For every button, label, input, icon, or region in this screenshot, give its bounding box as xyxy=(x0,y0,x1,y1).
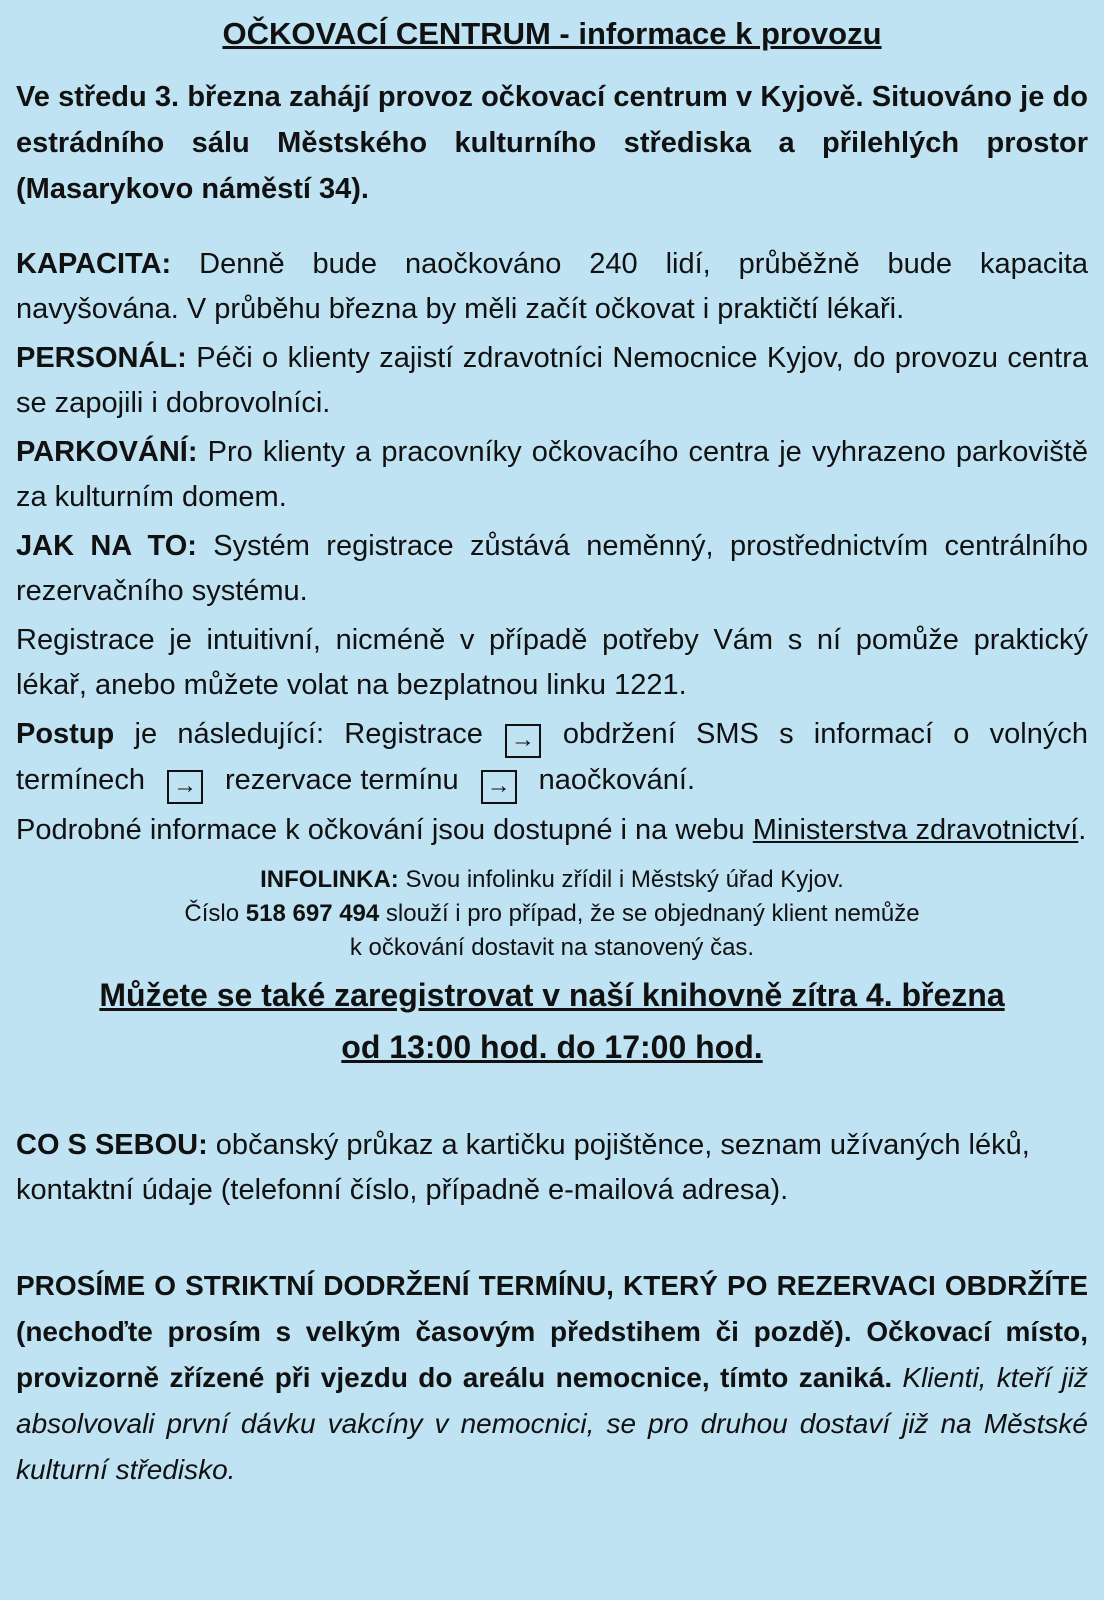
kapacita-label: KAPACITA: xyxy=(16,248,172,280)
library-line-2: od 13:00 hod. do 17:00 hod. xyxy=(341,1029,763,1065)
arrow-icon: → xyxy=(481,770,517,804)
infolinka-text-1: Svou infolinku zřídil i Městský úřad Kyjov. xyxy=(398,866,844,893)
infolinka-phone-number: 518 697 494 xyxy=(245,900,380,927)
infolinka-text-2a: Číslo xyxy=(184,900,246,927)
library-line-1: Můžete se také zaregistrovat v naší knihovně zítra 4. března xyxy=(99,977,1005,1013)
personal-text: Péči o klienty zajistí zdravotníci Nemocnice Kyjov, do provozu centra se zapojili i dobrovolníci. xyxy=(16,342,1088,419)
arrow-icon: → xyxy=(505,724,541,758)
postup-label: Postup xyxy=(16,718,115,750)
parkovani-label: PARKOVÁNÍ: xyxy=(16,436,198,468)
jak-na-to-label: JAK NA TO: xyxy=(16,530,197,562)
infolinka-block xyxy=(16,863,1088,965)
postup-step-rezervace: rezervace termínu xyxy=(224,764,459,796)
infolinka-text-2b: slouží i pro případ, že se objednaný klient nemůže xyxy=(379,900,920,927)
parkovani-paragraph xyxy=(16,430,1088,520)
arrow-icon: → xyxy=(167,770,203,804)
personal-label: PERSONÁL: xyxy=(16,342,187,374)
infolinka-label: INFOLINKA: xyxy=(260,866,399,893)
postup-step-naockovani: naočkování. xyxy=(538,764,696,796)
kapacita-text: Denně bude naočkováno 240 lidí, průběžně bude kapacita navyšována. V průběhu března by měli začít očkovat i praktičtí lékaři. xyxy=(16,248,1088,325)
final-notice xyxy=(16,1263,1088,1493)
final-italic-text: Klienti, kteří již absolvovali první dávku vakcíny v nemocnici, se pro druhou dostaví již na Městské kulturní středisko. xyxy=(16,1362,1088,1485)
web-paragraph xyxy=(16,808,1088,853)
infolinka-line-1 xyxy=(16,863,1088,897)
postup-step-sms: obdržení SMS s informací o volných termínech xyxy=(16,718,1088,796)
parkovani-text: Pro klienty a pracovníky očkovacího centra je vyhrazeno parkoviště za kulturním domem. xyxy=(16,436,1088,513)
co-s-sebou-label: CO S SEBOU: xyxy=(16,1129,208,1161)
jak-na-to-text: Systém registrace zůstává neměnný, prostřednictvím centrálního rezervačního systému. xyxy=(16,530,1089,607)
infolinka-line-2 xyxy=(16,897,1088,931)
infolinka-line-3: k očkování dostavit na stanovený čas. xyxy=(349,934,755,961)
web-text: Podrobné informace k očkování jsou dostupné i na webu xyxy=(16,814,753,846)
ministry-web-link[interactable]: Ministerstva zdravotnictví xyxy=(752,814,1079,846)
kapacita-paragraph xyxy=(16,242,1088,332)
co-s-sebou-paragraph xyxy=(16,1123,1088,1213)
co-s-sebou-text: občanský průkaz a kartičku pojištěnce, seznam užívaných léků, kontaktní údaje (telefonní číslo, případně e-mailová adresa). xyxy=(16,1129,1030,1206)
page-title: OČKOVACÍ CENTRUM - informace k provozu xyxy=(222,16,882,51)
web-end: . xyxy=(1078,814,1087,846)
registrace-paragraph: Registrace je intuitivní, nicméně v případě potřeby Vám s ní pomůže praktický lékař, anebo můžete volat na bezplatnou linku 1221. xyxy=(16,624,1088,701)
library-registration-notice xyxy=(16,969,1088,1073)
intro-paragraph: Ve středu 3. března zahájí provoz očkovací centrum v Kyjově. Situováno je do estrádního sálu Městského kulturního střediska a přilehlých prostor (Masarykovo náměstí 34). xyxy=(16,81,1088,205)
personal-paragraph xyxy=(16,336,1088,426)
postup-paragraph xyxy=(16,712,1088,804)
final-bold-text: PROSÍME O STRIKTNÍ DODRŽENÍ TERMÍNU, KTERÝ PO REZERVACI OBDRŽÍTE (nechoďte prosím s velkým časovým předstihem či pozdě). Očkovací místo, provizorně zřízené při vjezdu do areálu nemocnice, tímto zaniká. xyxy=(16,1270,1088,1393)
jak-na-to-paragraph xyxy=(16,524,1088,614)
postup-intro: je následující: Registrace xyxy=(114,718,483,750)
